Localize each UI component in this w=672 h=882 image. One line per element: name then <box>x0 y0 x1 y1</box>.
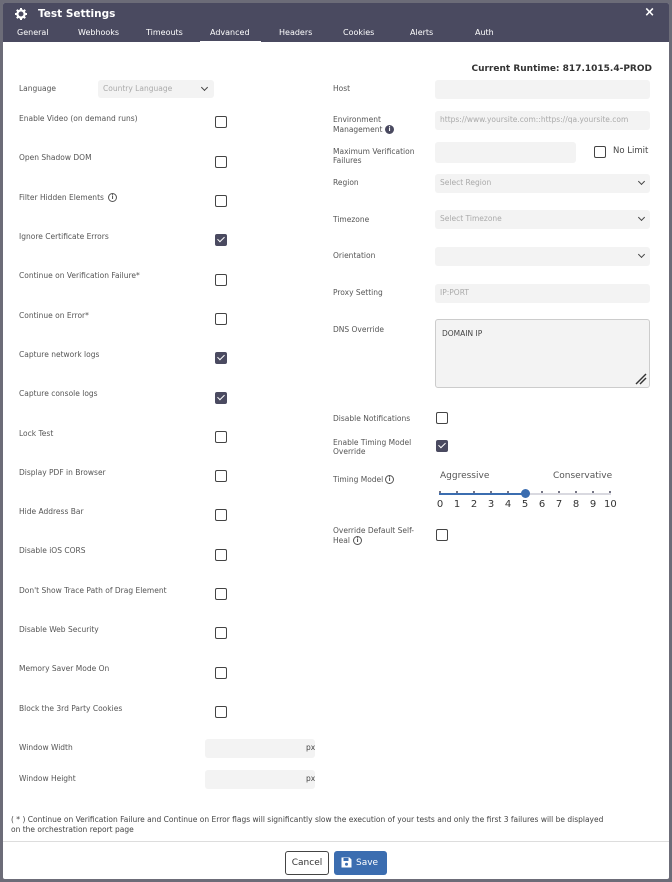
floppy-disk-icon <box>341 857 352 868</box>
timing-slider-handle[interactable] <box>521 489 530 498</box>
chevron-down-icon <box>638 251 645 258</box>
host-input[interactable] <box>435 80 650 99</box>
slider-tick-mark <box>456 491 458 493</box>
environment-label-2: Management <box>333 125 383 134</box>
option-checkbox-memory-saver-mode-on[interactable] <box>215 667 227 679</box>
footer-divider <box>3 841 669 842</box>
tab-auth[interactable]: Auth <box>475 28 494 37</box>
slider-tick-mark <box>575 491 577 493</box>
option-label-disable-ios-cors: Disable iOS CORS <box>19 546 86 555</box>
option-checkbox-capture-network-logs[interactable] <box>215 352 227 364</box>
window-width-unit: px <box>306 743 316 752</box>
language-select[interactable] <box>98 80 214 98</box>
option-label-continue-on-error: Continue on Error* <box>19 311 89 320</box>
option-checkbox-lock-test[interactable] <box>215 431 227 443</box>
proxy-placeholder: IP:PORT <box>440 288 469 297</box>
language-select-value: Country Language <box>103 84 173 93</box>
tab-cookies[interactable]: Cookies <box>343 28 375 37</box>
option-label-filter-hidden-elements: Filter Hidden Elements <box>19 193 104 202</box>
slider-tick-mark <box>507 491 509 493</box>
option-label-lock-test: Lock Test <box>19 429 54 438</box>
timezone-placeholder: Select Timezone <box>440 214 502 223</box>
window-height-input[interactable] <box>205 770 315 789</box>
option-label-display-pdf-in-browser: Display PDF in Browser <box>19 468 106 477</box>
slider-tick-mark <box>592 491 594 493</box>
resize-handle-icon[interactable] <box>635 373 647 385</box>
host-label: Host <box>333 84 351 93</box>
tab-headers[interactable]: Headers <box>279 28 313 37</box>
self-heal-checkbox[interactable] <box>436 529 448 541</box>
option-checkbox-disable-ios-cors[interactable] <box>215 549 227 561</box>
tab-timeouts[interactable]: Timeouts <box>146 28 183 37</box>
slider-tick-label: 1 <box>453 499 461 510</box>
max-failures-label: Maximum Verification <box>333 147 415 156</box>
save-button-label: Save <box>356 858 379 868</box>
option-checkbox-continue-on-verification-failure[interactable] <box>215 274 227 286</box>
chevron-down-icon <box>638 178 645 185</box>
slider-tick-mark <box>473 491 475 493</box>
self-heal-label: Override Default Self- <box>333 526 415 535</box>
disable-notifications-checkbox[interactable] <box>436 412 448 424</box>
current-runtime: Current Runtime: 817.1015.4-PROD <box>471 64 652 74</box>
option-label-don-t-show-trace-path-of-drag-element: Don't Show Trace Path of Drag Element <box>19 586 167 595</box>
slider-tick-label: 7 <box>555 499 563 510</box>
disable-notifications-label: Disable Notifications <box>333 414 411 423</box>
info-icon: i <box>385 125 394 134</box>
slider-tick-label: 2 <box>470 499 478 510</box>
active-tab-indicator <box>200 41 261 42</box>
dns-override-textarea[interactable] <box>435 319 650 388</box>
info-icon: i <box>353 536 362 545</box>
slider-aggressive-label: Aggressive <box>440 471 490 481</box>
no-limit-label: No Limit <box>613 146 649 156</box>
dns-value: DOMAIN IP <box>442 329 483 338</box>
chevron-down-icon <box>638 214 645 221</box>
option-checkbox-don-t-show-trace-path-of-drag-element[interactable] <box>215 588 227 600</box>
option-label-capture-network-logs: Capture network logs <box>19 350 100 359</box>
dialog-header <box>3 3 669 42</box>
timing-override-checkbox[interactable] <box>436 440 448 452</box>
option-label-open-shadow-dom: Open Shadow DOM <box>19 153 92 162</box>
environment-placeholder: https://www.yoursite.com::https://qa.yoursite.com <box>440 115 629 124</box>
language-label: Language <box>19 84 57 93</box>
slider-tick-mark <box>439 491 441 493</box>
timezone-label: Timezone <box>333 215 370 224</box>
option-checkbox-open-shadow-dom[interactable] <box>215 156 227 168</box>
region-placeholder: Select Region <box>440 178 492 187</box>
option-label-block-the-3rd-party-cookies: Block the 3rd Party Cookies <box>19 704 123 713</box>
orientation-select[interactable] <box>435 247 650 266</box>
max-failures-input[interactable] <box>435 142 576 163</box>
option-label-hide-address-bar: Hide Address Bar <box>19 507 84 516</box>
dns-label: DNS Override <box>333 325 384 334</box>
proxy-label: Proxy Setting <box>333 288 383 297</box>
option-checkbox-hide-address-bar[interactable] <box>215 509 227 521</box>
info-icon: i <box>108 193 117 202</box>
gear-icon <box>15 8 27 20</box>
option-label-continue-on-verification-failure: Continue on Verification Failure* <box>19 271 140 280</box>
option-checkbox-capture-console-logs[interactable] <box>215 392 227 404</box>
option-label-capture-console-logs: Capture console logs <box>19 389 98 398</box>
region-label: Region <box>333 178 359 187</box>
option-label-enable-video-on-demand-runs: Enable Video (on demand runs) <box>19 114 138 123</box>
option-checkbox-display-pdf-in-browser[interactable] <box>215 470 227 482</box>
timing-slider-fill <box>439 493 524 495</box>
close-icon[interactable]: × <box>644 5 655 20</box>
slider-tick-label: 5 <box>521 499 529 510</box>
cancel-button[interactable]: Cancel <box>285 851 329 875</box>
slider-tick-mark <box>541 491 543 493</box>
slider-tick-label: 6 <box>538 499 546 510</box>
slider-tick-label: 0 <box>436 499 444 510</box>
timezone-select[interactable] <box>435 210 650 229</box>
proxy-input[interactable] <box>435 284 650 303</box>
environment-label: Environment <box>333 115 381 124</box>
slider-tick-mark <box>490 491 492 493</box>
option-checkbox-ignore-certificate-errors[interactable] <box>215 234 227 246</box>
environment-input[interactable] <box>435 111 650 130</box>
option-checkbox-continue-on-error[interactable] <box>215 313 227 325</box>
window-height-unit: px <box>306 774 316 783</box>
save-button[interactable] <box>334 851 387 875</box>
timing-override-label: Enable Timing Model <box>333 438 412 447</box>
slider-tick-label: 9 <box>589 499 597 510</box>
slider-tick-mark <box>609 491 611 493</box>
chevron-down-icon <box>201 84 208 91</box>
region-select[interactable] <box>435 174 650 193</box>
timing-override-label-2: Override <box>333 447 366 456</box>
slider-tick-label: 4 <box>504 499 512 510</box>
option-checkbox-disable-web-security[interactable] <box>215 627 227 639</box>
window-height-label: Window Height <box>19 774 76 783</box>
dialog-title: Test Settings <box>38 8 116 20</box>
timing-model-label: Timing Model <box>333 475 384 484</box>
option-label-ignore-certificate-errors: Ignore Certificate Errors <box>19 232 109 241</box>
option-checkbox-block-the-3rd-party-cookies[interactable] <box>215 706 227 718</box>
window-width-input[interactable] <box>205 739 315 758</box>
option-label-memory-saver-mode-on: Memory Saver Mode On <box>19 664 110 673</box>
no-limit-checkbox[interactable] <box>594 146 606 158</box>
max-failures-label-2: Failures <box>333 156 362 165</box>
option-label-disable-web-security: Disable Web Security <box>19 625 99 634</box>
slider-tick-label: 8 <box>572 499 580 510</box>
option-checkbox-filter-hidden-elements[interactable] <box>215 195 227 207</box>
tab-alerts[interactable]: Alerts <box>410 28 434 37</box>
option-checkbox-enable-video-on-demand-runs[interactable] <box>215 116 227 128</box>
info-icon: i <box>385 475 394 484</box>
footnote: ( * ) Continue on Verification Failure and Continue on Error flags will significantly slow the execution of your tests and only the first 3 failures will be displayed on the orchestration report page <box>11 815 604 834</box>
slider-tick-label: 10 <box>604 499 617 510</box>
self-heal-label-2: Heal <box>333 536 350 545</box>
orientation-label: Orientation <box>333 251 376 260</box>
tab-webhooks[interactable]: Webhooks <box>78 28 120 37</box>
slider-tick-mark <box>558 491 560 493</box>
test-settings-dialog <box>3 3 669 879</box>
window-width-label: Window Width <box>19 743 73 752</box>
tab-general[interactable]: General <box>17 28 49 37</box>
tab-advanced[interactable]: Advanced <box>210 28 250 37</box>
slider-conservative-label: Conservative <box>553 471 613 481</box>
slider-tick-label: 3 <box>487 499 495 510</box>
